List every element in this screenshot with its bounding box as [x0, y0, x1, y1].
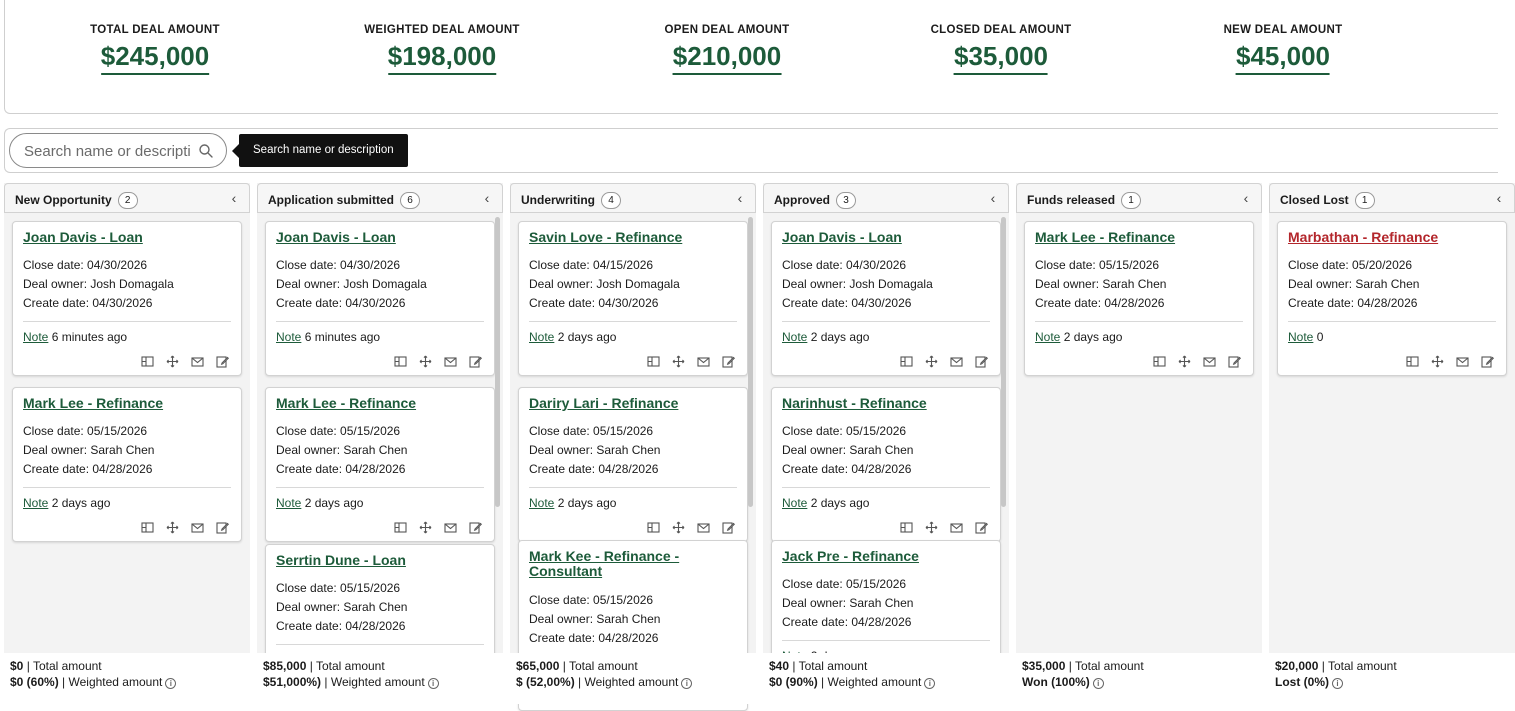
- deal-owner: Deal owner: Sarah Chen: [1035, 277, 1167, 291]
- weighted-amount-label: | Weighted amount: [58, 675, 163, 689]
- deal-title-link[interactable]: Serrtin Dune - Loan: [276, 552, 406, 568]
- pipeline-column-closed-lost: [1269, 183, 1515, 704]
- deal-details: [1288, 256, 1419, 313]
- close-date: Close date: 05/15/2026: [23, 424, 148, 438]
- view-details-icon[interactable]: [647, 355, 660, 368]
- move-icon[interactable]: [166, 355, 179, 368]
- move-icon[interactable]: [419, 355, 432, 368]
- deal-details: [529, 422, 660, 479]
- create-date: Create date: 04/30/2026: [23, 296, 153, 310]
- note-link[interactable]: Note: [1035, 330, 1061, 344]
- create-date: Create date: 04/28/2026: [1035, 296, 1165, 310]
- deal-details: [23, 256, 174, 313]
- note-time: 2 days ago: [304, 496, 364, 510]
- deal-card[interactable]: [771, 221, 1001, 376]
- deal-details: [529, 256, 680, 313]
- stat-value[interactable]: $210,000: [673, 41, 781, 75]
- column-total-amount: $20,000: [1275, 659, 1319, 673]
- note-link[interactable]: Note: [529, 330, 555, 344]
- deal-details: [782, 575, 913, 632]
- stat-new-deal-amount: [1224, 24, 1343, 75]
- column-title: Closed Lost: [1280, 193, 1349, 207]
- card-note: [276, 496, 363, 510]
- column-header: [510, 183, 756, 213]
- deal-card[interactable]: [265, 387, 495, 542]
- deal-title-link[interactable]: Dariry Lari - Refinance: [529, 395, 679, 411]
- email-icon[interactable]: [697, 355, 710, 368]
- note-time: 2 days ago: [557, 330, 617, 344]
- edit-note-icon[interactable]: [1228, 355, 1241, 368]
- card-actions: [647, 355, 735, 368]
- pipeline-column-funds-released: [1016, 183, 1262, 704]
- note-link[interactable]: Note: [276, 496, 302, 510]
- deal-title-link[interactable]: Marbathan - Refinance: [1288, 229, 1439, 245]
- move-icon[interactable]: [672, 355, 685, 368]
- deal-details: [276, 256, 427, 313]
- stat-label: TOTAL DEAL AMOUNT: [90, 24, 220, 36]
- column-total-amount: $40: [769, 659, 790, 673]
- deal-card[interactable]: [518, 221, 748, 376]
- deal-title-link[interactable]: Mark Lee - Refinance: [276, 395, 417, 411]
- create-date: Create date: 04/30/2026: [276, 296, 406, 310]
- view-details-icon[interactable]: [141, 355, 154, 368]
- card-divider: [1288, 321, 1496, 322]
- create-date: Create date: 04/28/2026: [782, 462, 912, 476]
- view-details-icon[interactable]: [647, 521, 660, 534]
- stat-closed-deal-amount: [931, 24, 1072, 75]
- column-total-amount: $35,000: [1022, 659, 1066, 673]
- deal-card[interactable]: [12, 387, 242, 542]
- deal-card[interactable]: [1024, 221, 1254, 376]
- weighted-amount-label: | Weighted amount: [321, 675, 425, 689]
- column-title: New Opportunity: [15, 193, 112, 207]
- card-actions: [1153, 355, 1241, 368]
- card-note: [529, 330, 616, 344]
- column-footer: $0 | Total amount $0 (60%) | Weighted amount i: [4, 653, 250, 704]
- card-note: [23, 330, 127, 344]
- close-date: Close date: 04/30/2026: [782, 258, 907, 272]
- note-link[interactable]: Note: [23, 496, 49, 510]
- deal-owner: Deal owner: Sarah Chen: [276, 443, 408, 457]
- search-tooltip: Search name or description: [239, 134, 408, 167]
- info-icon[interactable]: i: [165, 678, 176, 689]
- create-date: Create date: 04/30/2026: [782, 296, 912, 310]
- move-icon[interactable]: [925, 521, 938, 534]
- pipeline-column-underwriting: [510, 183, 756, 704]
- info-icon[interactable]: i: [1093, 678, 1104, 689]
- column-footer: $85,000 | Total amount $51,000%) | Weighted amount i: [257, 653, 503, 704]
- total-amount-label: Total amount: [798, 659, 868, 673]
- stat-value[interactable]: $245,000: [101, 41, 209, 75]
- note-time: 2 days ago: [557, 496, 617, 510]
- create-date: Create date: 04/28/2026: [1288, 296, 1418, 310]
- create-date: Create date: 04/28/2026: [782, 615, 912, 629]
- card-actions: [900, 521, 988, 534]
- close-date: Close date: 05/15/2026: [276, 424, 401, 438]
- move-icon[interactable]: [1178, 355, 1191, 368]
- column-weighted-amount: $51,000%): [263, 675, 322, 689]
- move-icon[interactable]: [1431, 355, 1444, 368]
- move-icon[interactable]: [166, 521, 179, 534]
- note-time: 2 days ago: [1063, 330, 1123, 344]
- deal-card[interactable]: [771, 387, 1001, 542]
- column-header: [4, 183, 250, 213]
- email-icon[interactable]: [697, 521, 710, 534]
- column-cards: [4, 213, 250, 653]
- deal-owner: Deal owner: Sarah Chen: [1288, 277, 1420, 291]
- deal-card[interactable]: [265, 221, 495, 376]
- card-actions: [394, 521, 482, 534]
- column-weighted-amount: $0 (90%): [769, 675, 818, 689]
- column-footer: $20,000 | Total amount Lost (0%) i: [1269, 653, 1515, 704]
- view-details-icon[interactable]: [1153, 355, 1166, 368]
- card-note: [23, 496, 110, 510]
- view-details-icon[interactable]: [394, 355, 407, 368]
- column-total-amount: $65,000: [516, 659, 560, 673]
- view-details-icon[interactable]: [1406, 355, 1419, 368]
- card-divider: [782, 487, 990, 488]
- stat-value[interactable]: $45,000: [1236, 41, 1330, 75]
- edit-note-icon[interactable]: [216, 521, 229, 534]
- card-note: [1288, 330, 1323, 344]
- view-details-icon[interactable]: [141, 521, 154, 534]
- deal-details: [276, 422, 407, 479]
- card-divider: [782, 321, 990, 322]
- deal-owner: Deal owner: Sarah Chen: [276, 600, 408, 614]
- close-date: Close date: 05/15/2026: [529, 593, 654, 607]
- deal-title-link[interactable]: Joan Davis - Loan: [782, 229, 902, 245]
- column-title: Underwriting: [521, 193, 595, 207]
- card-note: [782, 330, 869, 344]
- deal-title-link[interactable]: Mark Kee - Refinance - Consultant: [529, 548, 680, 579]
- view-details-icon[interactable]: [900, 521, 913, 534]
- email-icon[interactable]: [191, 521, 204, 534]
- weighted-amount-label: | Weighted amount: [817, 675, 922, 689]
- edit-note-icon[interactable]: [722, 355, 735, 368]
- card-actions: [394, 355, 482, 368]
- note-time: 2 days ago: [51, 496, 111, 510]
- card-divider: [23, 321, 231, 322]
- create-date: Create date: 04/28/2026: [529, 462, 659, 476]
- deal-title-link[interactable]: Jack Pre - Refinance: [782, 548, 919, 564]
- deal-title-link[interactable]: Joan Davis - Loan: [276, 229, 396, 245]
- close-date: Close date: 05/15/2026: [782, 424, 907, 438]
- column-weighted-amount: Won (100%): [1022, 675, 1090, 689]
- create-date: Create date: 04/28/2026: [529, 631, 659, 645]
- email-icon[interactable]: [1203, 355, 1216, 368]
- deal-owner: Deal owner: Sarah Chen: [23, 443, 155, 457]
- card-divider: [1035, 321, 1243, 322]
- card-divider: [782, 640, 990, 641]
- column-title: Approved: [774, 193, 831, 207]
- collapse-chevron-icon[interactable]: ‹: [484, 190, 490, 206]
- deal-title-link[interactable]: Mark Lee - Refinance: [23, 395, 164, 411]
- pipeline-column-application-submitted: [257, 183, 503, 704]
- note-link[interactable]: Note: [782, 330, 808, 344]
- email-icon[interactable]: [950, 521, 963, 534]
- close-date: Close date: 04/30/2026: [276, 258, 401, 272]
- view-details-icon[interactable]: [900, 355, 913, 368]
- email-icon[interactable]: [444, 521, 457, 534]
- column-cards: [257, 213, 503, 653]
- deal-owner: Deal owner: Josh Domagala: [782, 277, 933, 291]
- column-weighted-amount: $0 (60%): [10, 675, 59, 689]
- info-icon[interactable]: i: [681, 678, 692, 689]
- card-note: [529, 496, 616, 510]
- column-cards: [510, 213, 756, 653]
- edit-note-icon[interactable]: [469, 521, 482, 534]
- card-actions: [647, 521, 735, 534]
- edit-note-icon[interactable]: [469, 355, 482, 368]
- column-weighted-amount: Lost (0%): [1275, 675, 1329, 689]
- column-footer: $65,000 | Total amount $ (52,00%) | Weighted amount i: [510, 653, 756, 704]
- card-actions: [1406, 355, 1494, 368]
- note-time: 2 days ago: [810, 496, 870, 510]
- deal-owner: Deal owner: Josh Domagala: [23, 277, 174, 291]
- card-divider: [23, 487, 231, 488]
- deal-details: [1035, 256, 1166, 313]
- card-divider: [529, 487, 737, 488]
- card-divider: [276, 487, 484, 488]
- note-link[interactable]: Note: [782, 496, 808, 510]
- stat-open-deal-amount: [665, 24, 790, 75]
- column-count-badge: 3: [836, 192, 856, 209]
- edit-note-icon[interactable]: [975, 521, 988, 534]
- stat-value[interactable]: $198,000: [388, 41, 496, 75]
- column-scrollbar[interactable]: [1001, 217, 1006, 507]
- move-icon[interactable]: [419, 521, 432, 534]
- stat-value[interactable]: $35,000: [954, 41, 1048, 75]
- move-icon[interactable]: [672, 521, 685, 534]
- edit-note-icon[interactable]: [975, 355, 988, 368]
- total-amount-label: Total amount: [568, 659, 638, 673]
- close-date: Close date: 05/15/2026: [782, 577, 907, 591]
- close-date: Close date: 05/20/2026: [1288, 258, 1413, 272]
- column-total-amount: $85,000: [263, 659, 307, 673]
- card-divider: [276, 321, 484, 322]
- column-total-amount: $0: [10, 659, 24, 673]
- column-title: Funds released: [1027, 193, 1116, 207]
- move-icon[interactable]: [925, 355, 938, 368]
- close-date: Close date: 05/15/2026: [276, 581, 401, 595]
- stat-label: NEW DEAL AMOUNT: [1223, 24, 1343, 36]
- column-count-badge: 6: [400, 192, 420, 209]
- note-time: 2 days ago: [810, 330, 870, 344]
- deal-summary-panel: [4, 0, 1498, 114]
- card-actions: [900, 355, 988, 368]
- edit-note-icon[interactable]: [216, 355, 229, 368]
- deal-card[interactable]: [12, 221, 242, 376]
- deal-title-link[interactable]: Joan Davis - Loan: [23, 229, 143, 245]
- column-header: [257, 183, 503, 213]
- stat-label: WEIGHTED DEAL AMOUNT: [364, 24, 520, 36]
- deal-details: [782, 256, 933, 313]
- stat-total-deal-amount: [90, 24, 220, 75]
- card-actions: [141, 355, 229, 368]
- column-scrollbar[interactable]: [495, 217, 500, 507]
- create-date: Create date: 04/28/2026: [276, 462, 406, 476]
- deal-owner: Deal owner: Sarah Chen: [529, 443, 661, 457]
- collapse-chevron-icon[interactable]: ‹: [1496, 190, 1502, 206]
- total-amount-label: Total amount: [315, 659, 385, 673]
- note-time: 0: [1316, 330, 1324, 344]
- deal-details: [276, 579, 407, 636]
- create-date: Create date: 04/28/2026: [276, 619, 406, 633]
- deal-owner: Deal owner: Josh Domagala: [276, 277, 427, 291]
- info-icon[interactable]: i: [924, 678, 935, 689]
- note-link[interactable]: Note: [276, 330, 302, 344]
- email-icon[interactable]: [1456, 355, 1469, 368]
- column-cards: [1016, 213, 1262, 653]
- create-date: Create date: 04/28/2026: [23, 462, 153, 476]
- weighted-amount-label: | Weighted amount: [574, 675, 679, 689]
- card-divider: [529, 321, 737, 322]
- column-weighted-amount: $ (52,00%): [516, 675, 575, 689]
- column-count-badge: 2: [118, 192, 138, 209]
- column-cards: [763, 213, 1009, 653]
- info-icon[interactable]: i: [428, 678, 439, 689]
- column-header: [1269, 183, 1515, 213]
- column-title: Application submitted: [268, 193, 394, 207]
- email-icon[interactable]: [191, 355, 204, 368]
- collapse-chevron-icon[interactable]: ‹: [737, 190, 743, 206]
- search-bar: [4, 128, 1498, 173]
- stat-label: OPEN DEAL AMOUNT: [664, 24, 790, 36]
- collapse-chevron-icon[interactable]: ‹: [231, 190, 237, 206]
- column-footer: $35,000 | Total amount Won (100%) i: [1016, 653, 1262, 704]
- email-icon[interactable]: [950, 355, 963, 368]
- total-amount-label: Total amount: [1074, 659, 1144, 673]
- card-note: [276, 330, 380, 344]
- deal-owner: Deal owner: Sarah Chen: [782, 443, 914, 457]
- column-header: [763, 183, 1009, 213]
- search-input[interactable]: [24, 142, 190, 160]
- deal-owner: Deal owner: Sarah Chen: [782, 596, 914, 610]
- deal-details: [782, 422, 913, 479]
- close-date: Close date: 04/15/2026: [529, 258, 654, 272]
- search-box[interactable]: [9, 133, 227, 168]
- close-date: Close date: 04/30/2026: [23, 258, 148, 272]
- column-count-badge: 1: [1355, 192, 1375, 209]
- note-time: 6 minutes ago: [304, 330, 381, 344]
- edit-note-icon[interactable]: [722, 521, 735, 534]
- card-divider: [276, 644, 484, 645]
- collapse-chevron-icon[interactable]: ‹: [1243, 190, 1249, 206]
- view-details-icon[interactable]: [394, 521, 407, 534]
- note-link[interactable]: Note: [1288, 330, 1314, 344]
- card-note: [1035, 330, 1122, 344]
- deal-details: [23, 422, 154, 479]
- total-amount-label: Total amount: [32, 659, 102, 673]
- collapse-chevron-icon[interactable]: ‹: [990, 190, 996, 206]
- search-icon[interactable]: [198, 143, 214, 159]
- deal-card[interactable]: [518, 387, 748, 542]
- column-scrollbar[interactable]: [748, 217, 753, 507]
- pipeline-column-new-opportunity: [4, 183, 250, 704]
- column-footer: $40 | Total amount $0 (90%) | Weighted amount i: [763, 653, 1009, 704]
- column-cards: [1269, 213, 1515, 653]
- deal-title-link[interactable]: Narinhust - Refinance: [782, 395, 927, 411]
- deal-card[interactable]: [1277, 221, 1507, 376]
- column-count-badge: 4: [601, 192, 621, 209]
- deal-owner: Deal owner: Sarah Chen: [529, 612, 661, 626]
- deal-title-link[interactable]: Mark Lee - Refinance: [1035, 229, 1176, 245]
- note-link[interactable]: Note: [529, 496, 555, 510]
- deal-details: [529, 591, 660, 648]
- deal-title-link[interactable]: Savin Love - Refinance: [529, 229, 683, 245]
- edit-note-icon[interactable]: [1481, 355, 1494, 368]
- column-count-badge: 1: [1121, 192, 1141, 209]
- close-date: Close date: 05/15/2026: [1035, 258, 1160, 272]
- card-note: [782, 496, 869, 510]
- note-link[interactable]: Note: [23, 330, 49, 344]
- stat-weighted-deal-amount: [364, 24, 520, 75]
- create-date: Create date: 04/30/2026: [529, 296, 659, 310]
- column-header: [1016, 183, 1262, 213]
- close-date: Close date: 05/15/2026: [529, 424, 654, 438]
- stat-label: CLOSED DEAL AMOUNT: [930, 24, 1072, 36]
- deal-owner: Deal owner: Josh Domagala: [529, 277, 680, 291]
- card-actions: [141, 521, 229, 534]
- pipeline-column-approved: [763, 183, 1009, 704]
- info-icon[interactable]: i: [1332, 678, 1343, 689]
- note-time: 6 minutes ago: [51, 330, 128, 344]
- total-amount-label: Total amount: [1327, 659, 1397, 673]
- email-icon[interactable]: [444, 355, 457, 368]
